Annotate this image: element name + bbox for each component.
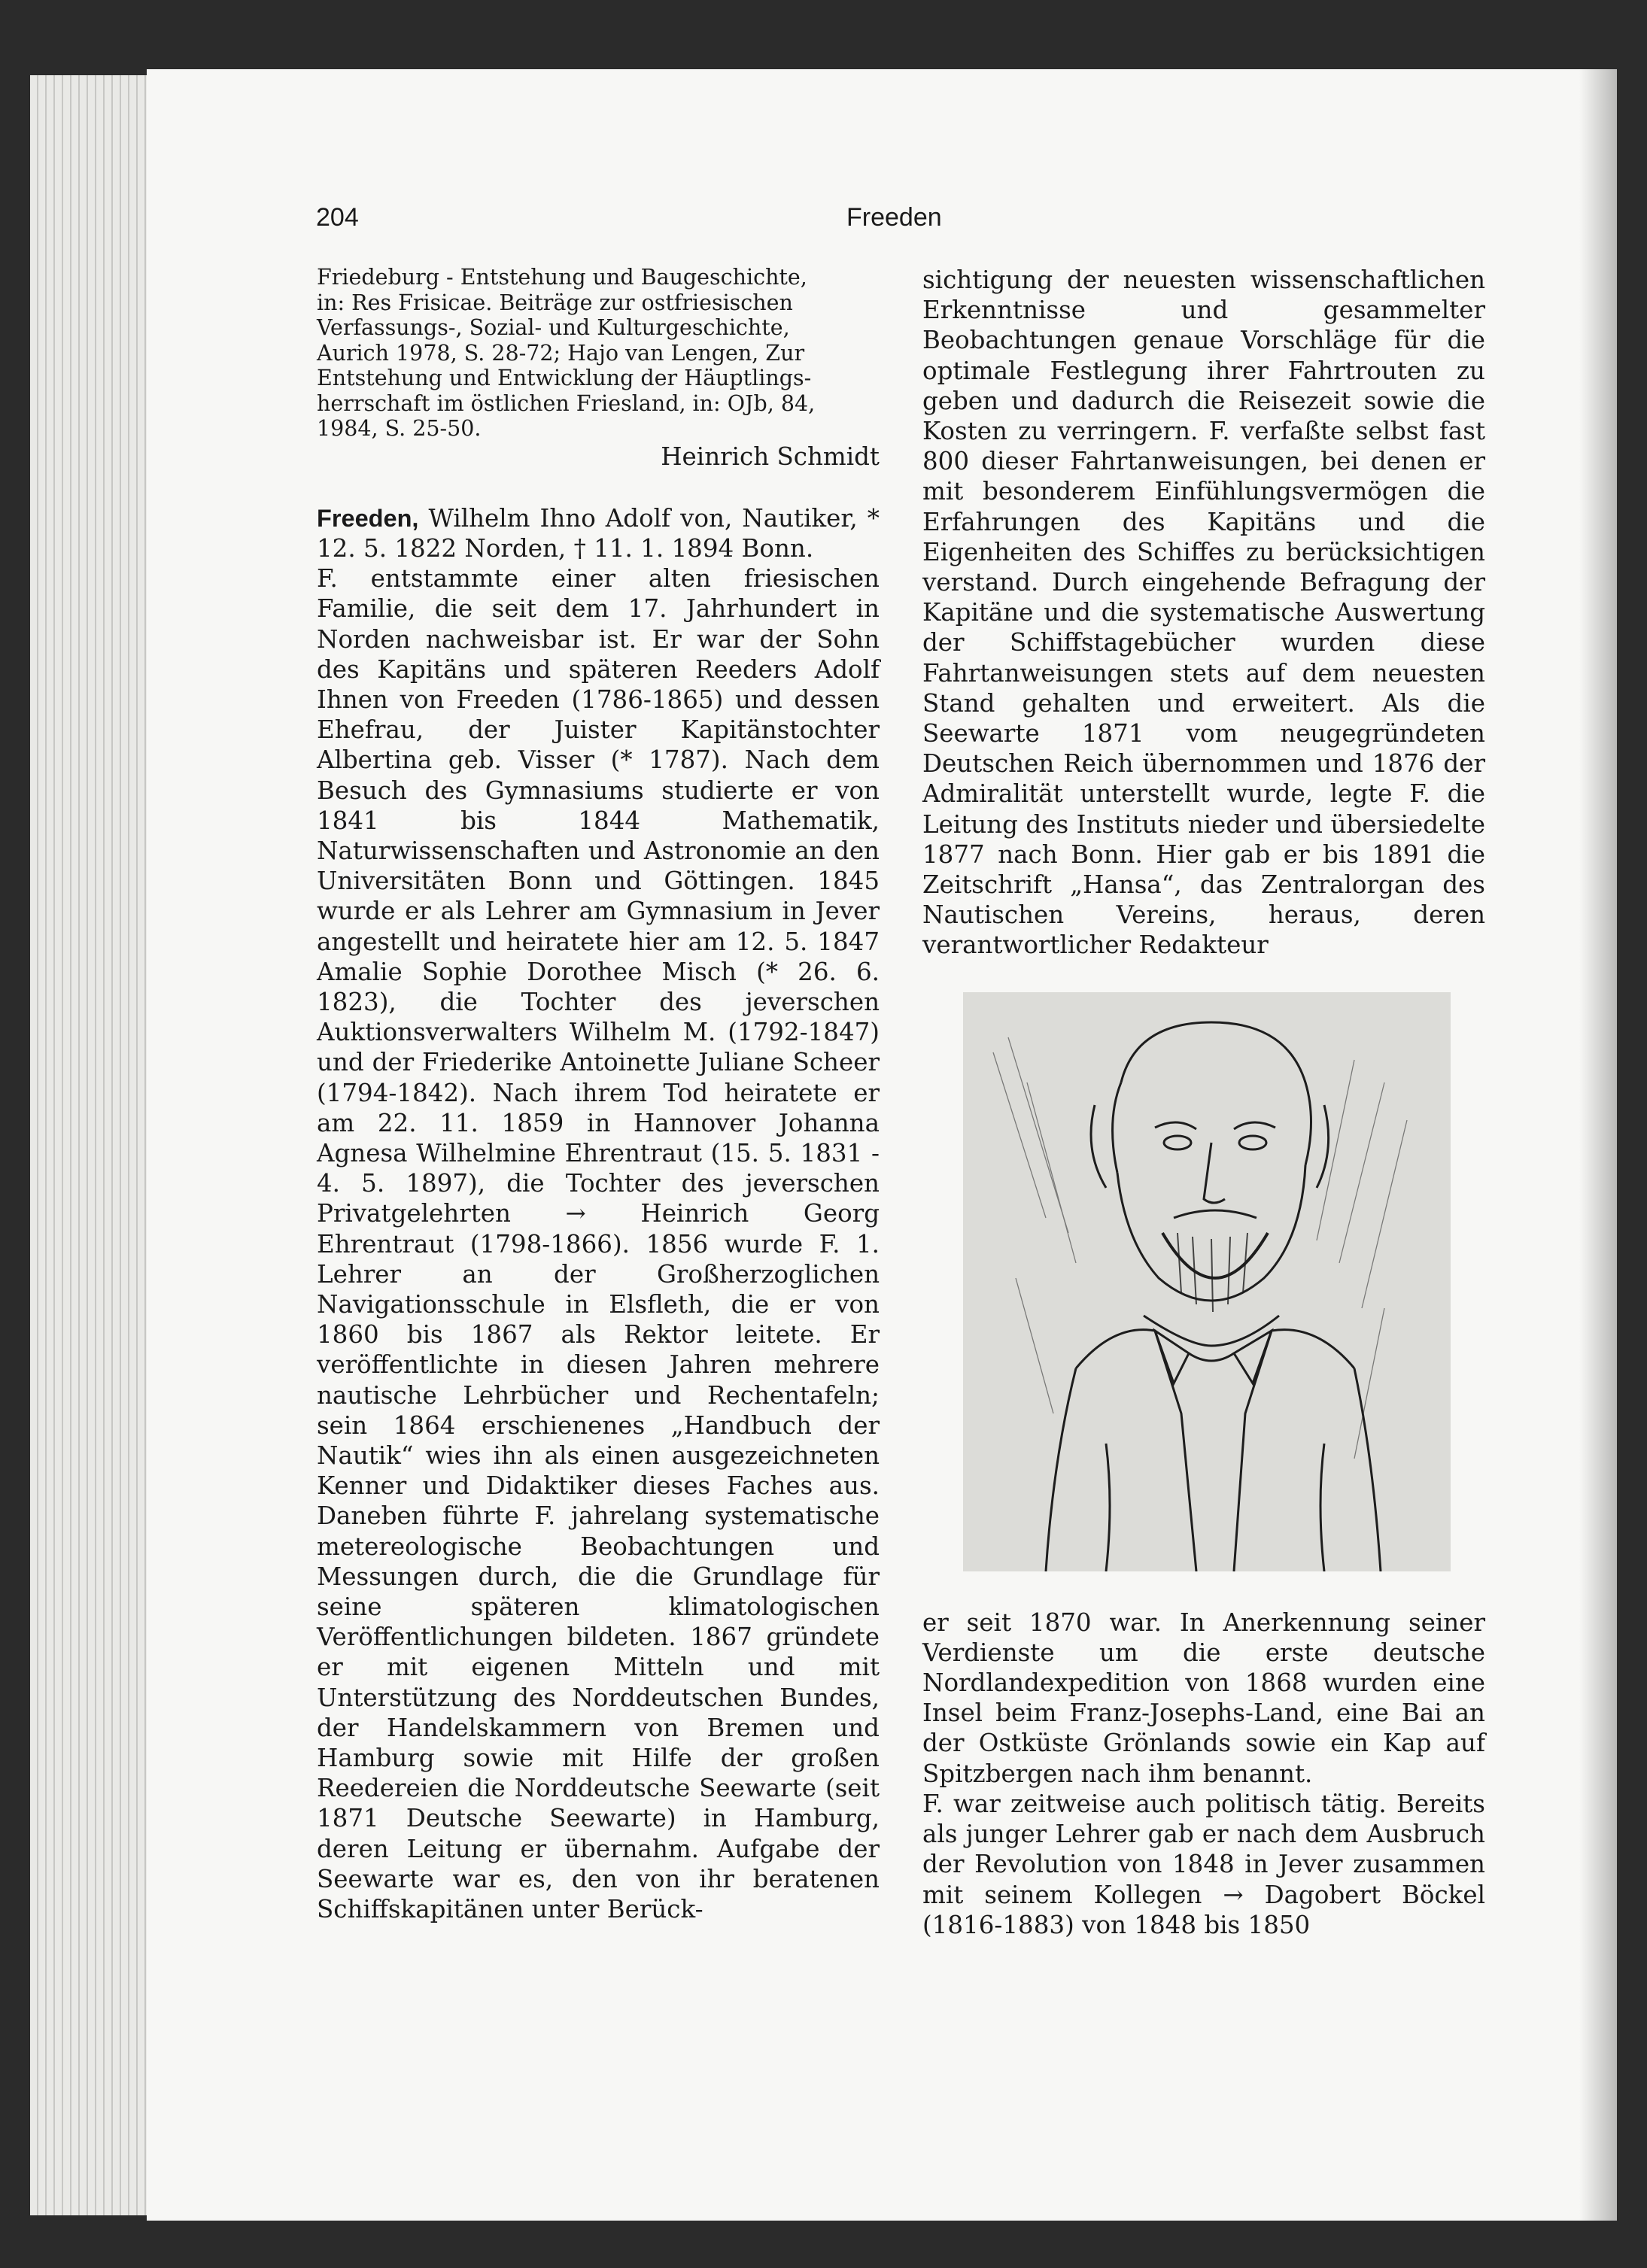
reference-line: in: Res Frisicae. Beiträge zur ostfriesischen [317, 290, 793, 315]
reference-line: Friedeburg - Entstehung und Baugeschichte, [317, 265, 807, 290]
reference-block [317, 265, 880, 442]
entry-heading [317, 503, 880, 563]
entry-body-political: F. war zeitweise auch politisch tätig. Bereits als junger Lehrer gab er nach dem Ausbruch der Revolution von 1848 in Jever zusammen mit seinem Kollegen → Dagobert Böckel (1816-1883) von 1848 bis 1850 [922, 1789, 1485, 1939]
reference-line: Entstehung und Entwicklung der Häuptlings- [317, 366, 812, 390]
book-page-edges [30, 75, 154, 2215]
spine-shadow [1579, 69, 1617, 2221]
reference-line: Aurich 1978, S. 28-72; Hajo van Lengen, Zur [317, 340, 805, 366]
entry-lemma: Freeden, [317, 504, 419, 532]
left-column [317, 265, 880, 1924]
reference-line: 1984, S. 25-50. [317, 416, 482, 441]
entry-body-continued: sichtigung der neuesten wissenschaftlichen Erkenntnisse und gesammelter Beobachtungen genaue Vorschläge für die optimale Festlegung ihrer Fahrtrouten zu geben und dadurch die Reisezeit sowie die Kosten zu verringern. F. verfaßte selbst fast 800 dieser Fahrtanweisungen, bei denen er mit besonderem Einfühlungsvermögen die Erfahrungen des Kapitäns und die Eigenheiten des Schiffes zu berücksichtigen verstand. Durch eingehende Befragung der Kapitäne und die systematische Auswertung der Schiffstagebücher wurden diese Fahrtanweisungen stets auf dem neuesten Stand gehalten und erweitert. Als die Seewarte 1871 vom neugegründeten Deutschen Reich übernommen und 1876 der Admiralität unterstellt wurde, legte F. die Leitung des Instituts nieder und übersiedelte 1877 nach Bonn. Hier gab er bis 1891 die Zeitschrift „Hansa“, das Zentralorgan des Nautischen Vereins, heraus, deren verantwortlicher Redakteur [922, 266, 1485, 960]
right-column [922, 265, 1485, 1940]
page-number: 204 [316, 203, 359, 232]
running-title: Freeden [846, 203, 942, 232]
entry-body: F. entstammte einer alten friesischen Familie, die seit dem 17. Jahrhundert in Norden nachweisbar ist. Er war der Sohn des Kapitäns und späteren Reeders Adolf Ihnen von Freeden (1786-1865) und dessen Ehefrau, der Juister Kapitänstochter Albertina geb. Visser (* 1787). Nach dem Besuch des Gymnasiums studierte er von 1841 bis 1844 Mathematik, Naturwissenschaften und Astronomie an den Universitäten Bonn und Göttingen. 1845 wurde er als Lehrer am Gymnasium in Jever angestellt und heiratete hier am 12. 5. 1847 Amalie Sophie Dorothee Misch (* 26. 6. 1823), die Tochter des jeverschen Auktionsverwalters Wilhelm M. (1792-1847) und der Friederike Antoinette Juliane Scheer (1794-1842). Nach ihrem Tod heiratete er am 22. 11. 1859 in Hannover Johanna Agnesa Wilhelmine Ehrentraut (15. 5. 1831 - 4. 5. 1897), die Tochter des jeverschen Privatgelehrten → Heinrich Georg Ehrentraut (1798-1866). 1856 wurde F. 1. Lehrer an der Großherzoglichen Navigationsschule in Elsfleth, die er von 1860 bis 1867 als Rektor leitete. Er veröffentlichte in diesen Jahren mehrere nautische Lehrbücher und Rechentafeln; sein 1864 erschienenes „Handbuch der Nautik“ wies ihn als einen ausgezeichneten Kenner und Didaktiker dieses Faches aus. Daneben führte F. jahrelang systematische metereologische Beobachtungen und Messungen durch, die die Grundlage für seine späteren klimatologischen Veröffentlichungen bildeten. 1867 gründete er mit eigenen Mitteln und mit Unterstützung des Norddeutschen Bundes, der Handelskammern von Bremen und Hamburg sowie mit Hilfe der großen Reedereien die Norddeutsche Seewarte (seit 1871 Deutsche Seewarte) in Hamburg, deren Leitung er übernahm. Aufgabe der Seewarte war es, den von ihr beratenen Schiffskapitänen unter Berück- [317, 564, 880, 1924]
portrait-illustration [963, 992, 1451, 1571]
reference-line: herrschaft im östlichen Friesland, in: OJb, 84, [317, 390, 816, 416]
previous-entry-author: Heinrich Schmidt [661, 442, 880, 471]
entry-body-after-image: er seit 1870 war. In Anerkennung seiner Verdienste um die erste deutsche Nordlandexpedition von 1868 wurden eine Insel beim Franz-Josephs-Land, eine Bai an der Ostküste Grönlands sowie ein Kap auf Spitzbergen nach ihm benannt. [922, 1608, 1485, 1788]
page-header [316, 203, 1520, 248]
reference-line: Verfassungs-, Sozial- und Kulturgeschichte, [317, 315, 790, 340]
entry-head-text: Wilhelm Ihno Adolf von, Nautiker, * 12. 5. 1822 Norden, † 11. 1. 1894 Bonn. [317, 503, 880, 563]
portrait-drawing [963, 992, 1451, 1571]
